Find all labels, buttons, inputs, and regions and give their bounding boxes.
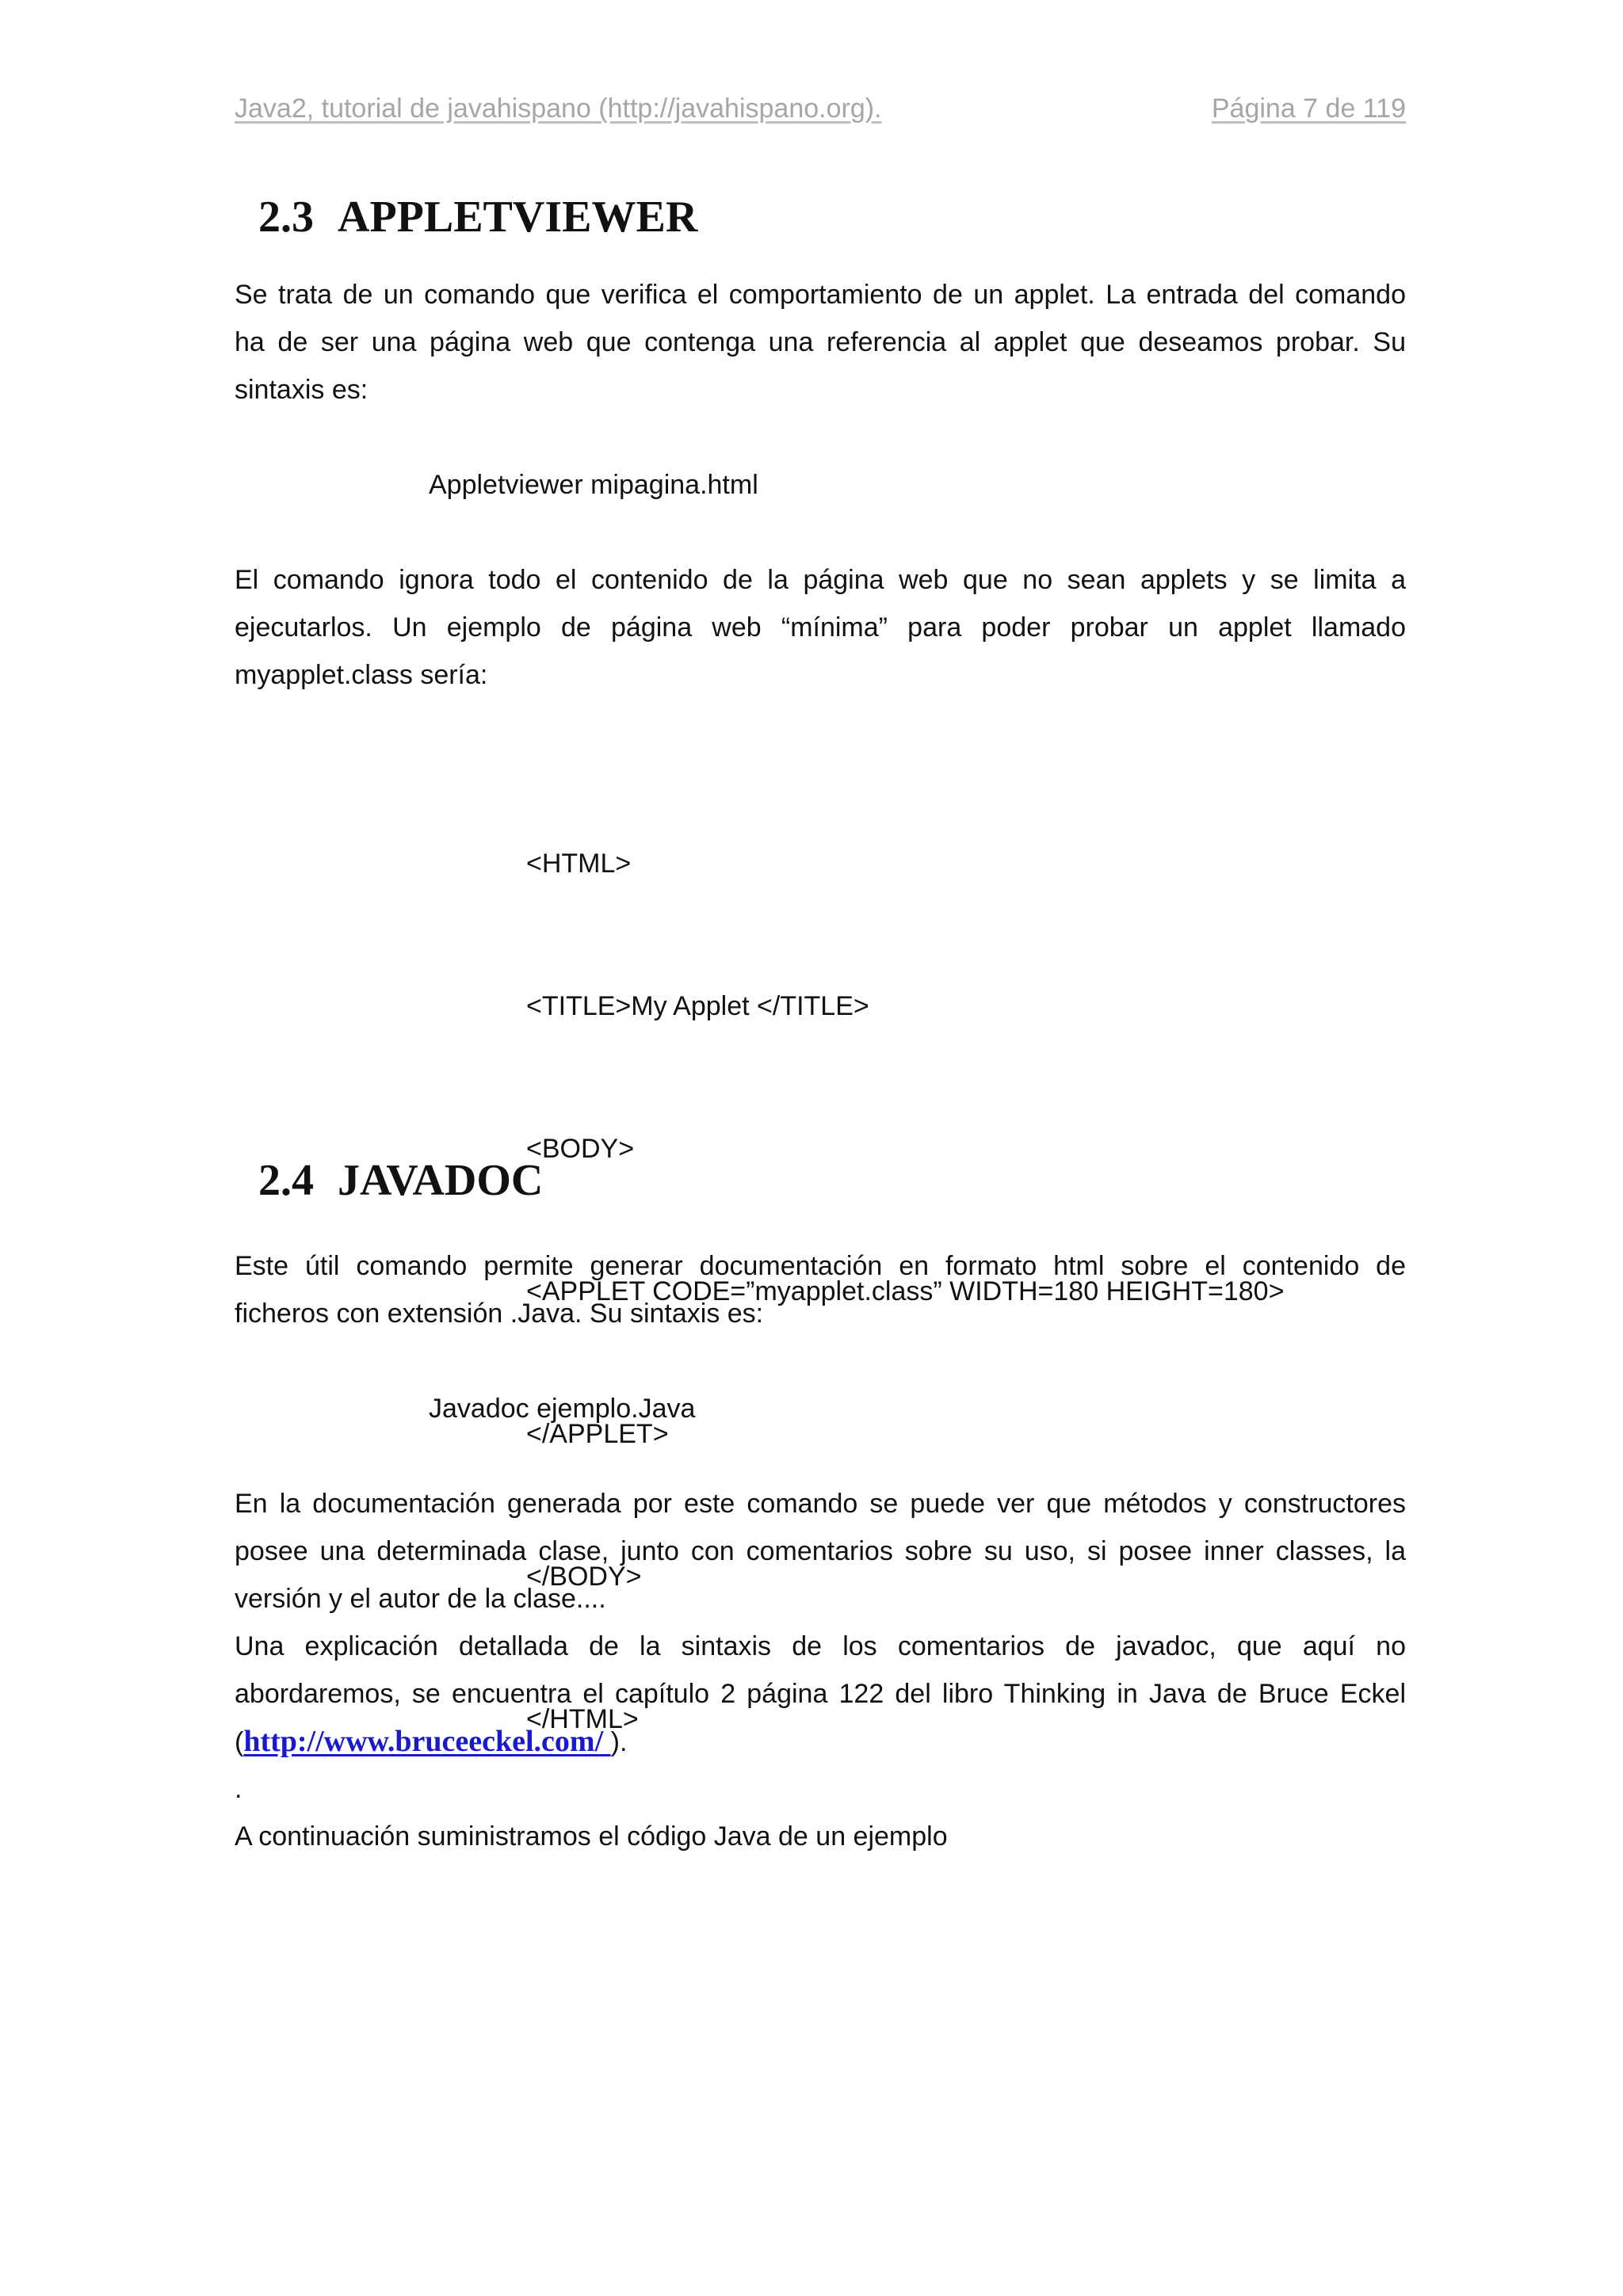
code-line: <BODY> [526, 1134, 635, 1164]
paragraph-line: En la documentación generada por este comando se puede ver que métodos y constructores [235, 1489, 1406, 1519]
paragraph-line: Se trata de un comando que verifica el comportamiento de un applet. La entrada del comando [235, 280, 1406, 310]
paragraph-line: ha de ser una página web que contenga una referencia al applet que deseamos probar. Su [235, 327, 1406, 357]
paragraph-line: ejecutarlos. Un ejemplo de página web “mínima” para poder probar un applet llamado [235, 612, 1406, 643]
section-number: 2.3 [258, 193, 314, 242]
closing-sentence: A continuación suministramos el código Java de un ejemplo [235, 1821, 948, 1852]
code-line: </APPLET> [526, 1419, 669, 1449]
separator-dot: . [235, 1774, 242, 1804]
section-heading-2-4 [258, 1155, 543, 1206]
javadoc-intro-paragraph [235, 1242, 1406, 1337]
section-title: JAVADOC [338, 1156, 544, 1205]
section-heading-2-3 [258, 192, 697, 242]
paragraph-line: abordaremos, se encuentra el capítulo 2 página 122 del libro Thinking in Java de Bruce Eckel [235, 1679, 1406, 1709]
bruce-eckel-link-line [235, 1718, 627, 1766]
paragraph-line: sintaxis es: [235, 375, 369, 405]
javadoc-command: Javadoc ejemplo.Java [429, 1394, 696, 1424]
paragraph-line: posee una determinada clase, junto con comentarios sobre su uso, si posee inner classes, la [235, 1536, 1406, 1566]
javadoc-description-paragraph [235, 1480, 1406, 1718]
paragraph-line: ficheros con extensión .Java. Su sintaxis es: [235, 1299, 764, 1329]
page-header [235, 93, 1406, 133]
bruce-eckel-link[interactable]: http://www.bruceeckel.com/ [243, 1725, 611, 1758]
link-close-paren: ). [610, 1727, 628, 1757]
paragraph-line: El comando ignora todo el contenido de la página web que no sean applets y se limita a [235, 565, 1406, 595]
section-title: APPLETVIEWER [338, 193, 698, 242]
appletviewer-command: Appletviewer mipagina.html [429, 470, 758, 500]
code-line: </HTML> [526, 1704, 639, 1734]
header-title: Java2, tutorial de javahispano (http://javahispano.org). [235, 93, 882, 124]
paragraph-line: Una explicación detallada de la sintaxis de los comentarios de javadoc, que aquí no [235, 1631, 1406, 1661]
header-page-number: Página 7 de 119 [1211, 93, 1406, 124]
link-open-paren: ( [235, 1727, 244, 1757]
code-line: <TITLE>My Applet </TITLE> [526, 991, 869, 1021]
section-number: 2.4 [258, 1156, 314, 1205]
appletviewer-description-paragraph [235, 556, 1406, 699]
paragraph-line: Este útil comando permite generar documentación en formato html sobre el contenido de [235, 1251, 1406, 1281]
code-line: <APPLET CODE=”myapplet.class” WIDTH=180 HEIGHT=180> [526, 1276, 1285, 1306]
paragraph-line: myapplet.class sería: [235, 660, 488, 690]
code-line: <HTML> [526, 849, 632, 879]
paragraph-line: versión y el autor de la clase.... [235, 1584, 606, 1614]
code-line: </BODY> [526, 1562, 642, 1592]
appletviewer-intro-paragraph [235, 271, 1406, 414]
